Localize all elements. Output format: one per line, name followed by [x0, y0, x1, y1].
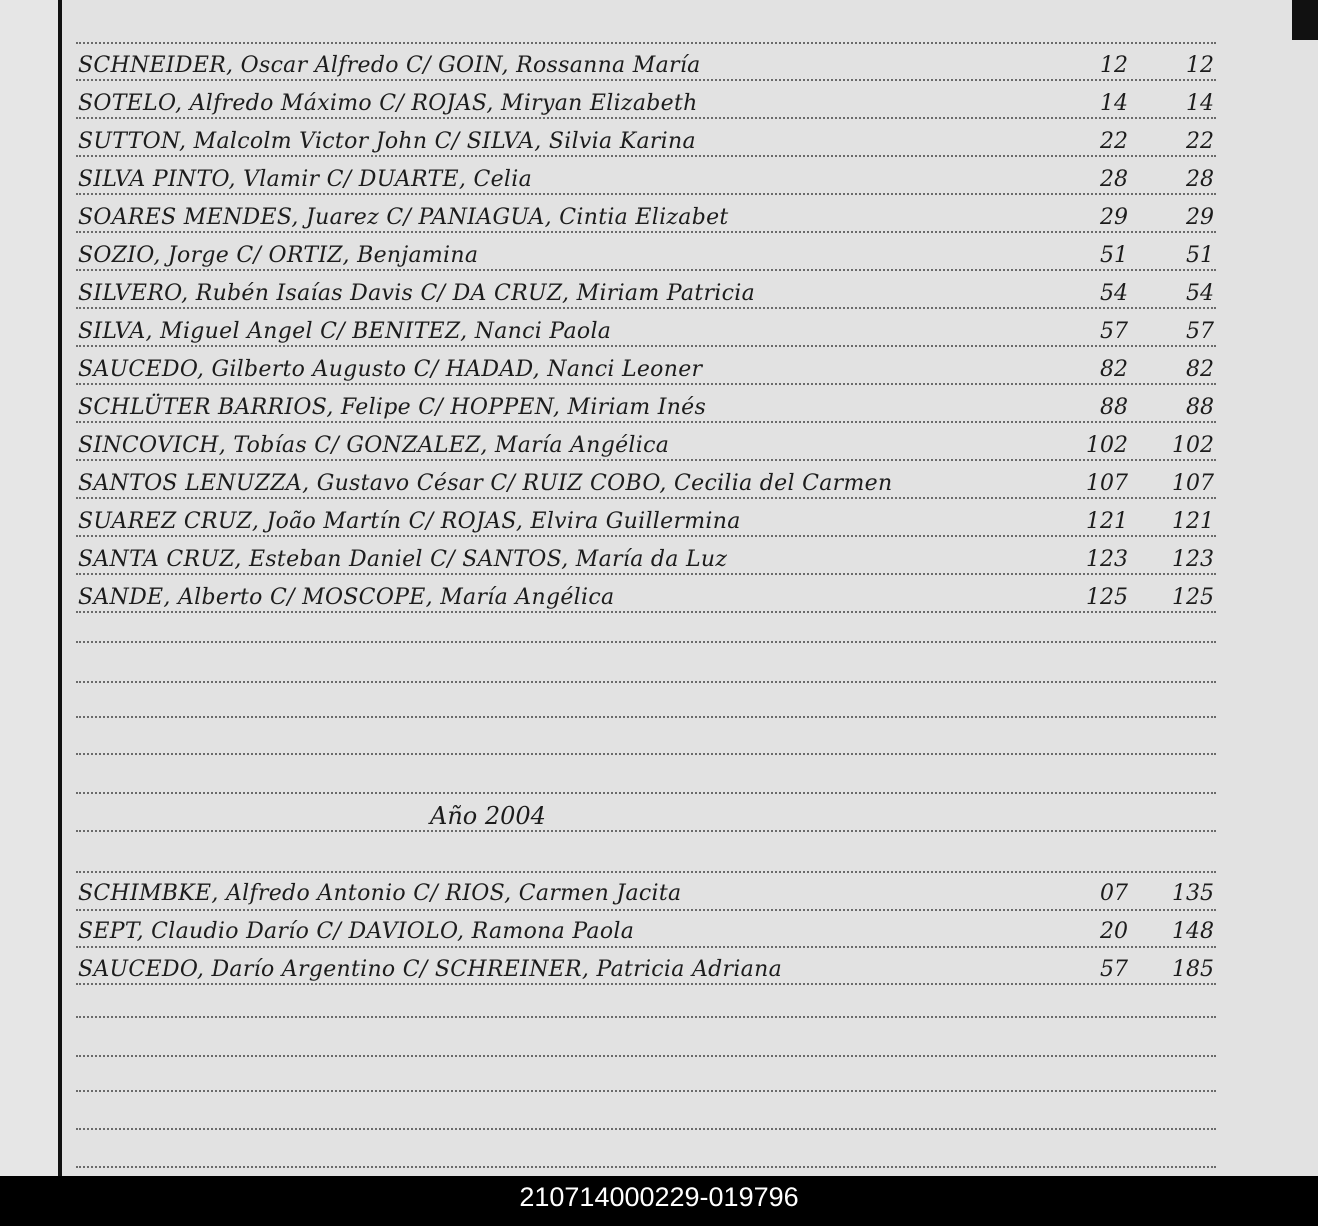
entry-folio: 123: [1086, 547, 1128, 572]
page-corner-shadow: [1292, 0, 1318, 40]
entry-folio: 125: [1086, 585, 1128, 610]
ledger-entry: [78, 202, 1218, 232]
entry-page: 82: [1186, 357, 1214, 382]
ledger-entry: [78, 126, 1218, 156]
entry-page: 54: [1186, 281, 1214, 306]
entry-page: 185: [1172, 957, 1214, 982]
ruled-line: [76, 1016, 1216, 1018]
entry-folio: 121: [1086, 509, 1128, 534]
entry-page: 135: [1172, 881, 1214, 906]
entry-names: SINCOVICH, Tobías C/ GONZALEZ, María Angélica: [78, 433, 670, 458]
ledger-entry: [78, 88, 1218, 118]
ledger-entry: [78, 468, 1218, 498]
ledger-entry: [78, 240, 1218, 270]
entry-folio: 54: [1100, 281, 1128, 306]
ledger-entry: [78, 878, 1218, 908]
ledger-entry: [78, 392, 1218, 422]
entry-folio: 29: [1100, 205, 1128, 230]
entry-names: SANTOS LENUZZA, Gustavo César C/ RUIZ COBO, Cecilia del Carmen: [78, 471, 893, 496]
entry-page: 12: [1186, 53, 1214, 78]
ledger-entry: [78, 954, 1218, 984]
ruled-line: [76, 42, 1216, 44]
ruled-line: [76, 946, 1216, 948]
entry-names: SUAREZ CRUZ, João Martín C/ ROJAS, Elvira Guillermina: [78, 509, 741, 534]
entry-folio: 20: [1100, 919, 1128, 944]
ledger-entry: [78, 278, 1218, 308]
ledger-entry: [78, 506, 1218, 536]
ruled-line: [76, 871, 1216, 873]
page-left-strip: [0, 0, 58, 1176]
entry-folio: 102: [1086, 433, 1128, 458]
entry-names: SCHIMBKE, Alfredo Antonio C/ RIOS, Carmen Jacita: [78, 881, 682, 906]
ledger-entry: [78, 916, 1218, 946]
document-id-footer: 210714000229-019796: [0, 1176, 1318, 1226]
entry-page: 51: [1186, 243, 1214, 268]
entry-names: SILVA, Miguel Angel C/ BENITEZ, Nanci Paola: [78, 319, 612, 344]
entry-names: SAUCEDO, Darío Argentino C/ SCHREINER, Patricia Adriana: [78, 957, 782, 982]
entry-names: SOTELO, Alfredo Máximo C/ ROJAS, Miryan Elizabeth: [78, 91, 698, 116]
ruled-line: [76, 716, 1216, 718]
entry-names: SILVERO, Rubén Isaías Davis C/ DA CRUZ, Miriam Patricia: [78, 281, 756, 306]
entry-folio: 28: [1100, 167, 1128, 192]
entry-folio: 57: [1100, 957, 1128, 982]
entry-page: 88: [1186, 395, 1214, 420]
entry-folio: 14: [1100, 91, 1128, 116]
entry-page: 148: [1172, 919, 1214, 944]
ruled-line: [76, 1090, 1216, 1092]
entry-folio: 51: [1100, 243, 1128, 268]
entry-names: SILVA PINTO, Vlamir C/ DUARTE, Celia: [78, 167, 533, 192]
entry-names: SOARES MENDES, Juarez C/ PANIAGUA, Cintia Elizabet: [78, 205, 729, 230]
entry-folio: 07: [1100, 881, 1128, 906]
ledger-entry: [78, 50, 1218, 80]
ledger-entry: [78, 164, 1218, 194]
entry-page: 29: [1186, 205, 1214, 230]
entry-page: 22: [1186, 129, 1214, 154]
entry-names: SANTA CRUZ, Esteban Daniel C/ SANTOS, María da Luz: [78, 547, 728, 572]
ruled-line: [76, 1128, 1216, 1130]
entry-folio: 22: [1100, 129, 1128, 154]
ruled-line: [76, 753, 1216, 755]
entry-names: SCHLÜTER BARRIOS, Felipe C/ HOPPEN, Miriam Inés: [78, 395, 707, 420]
ledger-entry: [78, 316, 1218, 346]
entry-names: SOZIO, Jorge C/ ORTIZ, Benjamina: [78, 243, 479, 268]
ledger-entry: [78, 354, 1218, 384]
entry-page: 28: [1186, 167, 1214, 192]
entry-page: 107: [1172, 471, 1214, 496]
entry-names: SANDE, Alberto C/ MOSCOPE, María Angélica: [78, 585, 615, 610]
entry-page: 14: [1186, 91, 1214, 116]
entry-page: 121: [1172, 509, 1214, 534]
entry-names: SEPT, Claudio Darío C/ DAVIOLO, Ramona Paola: [78, 919, 635, 944]
entry-page: 57: [1186, 319, 1214, 344]
ruled-line: [76, 641, 1216, 643]
entry-folio: 82: [1100, 357, 1128, 382]
ruled-line: [76, 1055, 1216, 1057]
ruled-line: [76, 1166, 1216, 1168]
year-heading: Año 2004: [430, 802, 546, 830]
entry-names: SUTTON, Malcolm Victor John C/ SILVA, Silvia Karina: [78, 129, 696, 154]
entry-folio: 88: [1100, 395, 1128, 420]
ruled-line: [76, 792, 1216, 794]
entry-folio: 107: [1086, 471, 1128, 496]
entry-page: 125: [1172, 585, 1214, 610]
entry-folio: 57: [1100, 319, 1128, 344]
ledger-entry: [78, 582, 1218, 612]
ruled-line: [76, 909, 1216, 911]
entry-folio: 12: [1100, 53, 1128, 78]
ruled-line: [76, 830, 1216, 832]
entry-page: 102: [1172, 433, 1214, 458]
ledger-entry: [78, 430, 1218, 460]
entry-page: 123: [1172, 547, 1214, 572]
margin-line: [58, 0, 62, 1176]
entry-names: SAUCEDO, Gilberto Augusto C/ HADAD, Nanci Leoner: [78, 357, 703, 382]
entry-names: SCHNEIDER, Oscar Alfredo C/ GOIN, Rossanna María: [78, 53, 701, 78]
ledger-entry: [78, 544, 1218, 574]
ruled-line: [76, 681, 1216, 683]
